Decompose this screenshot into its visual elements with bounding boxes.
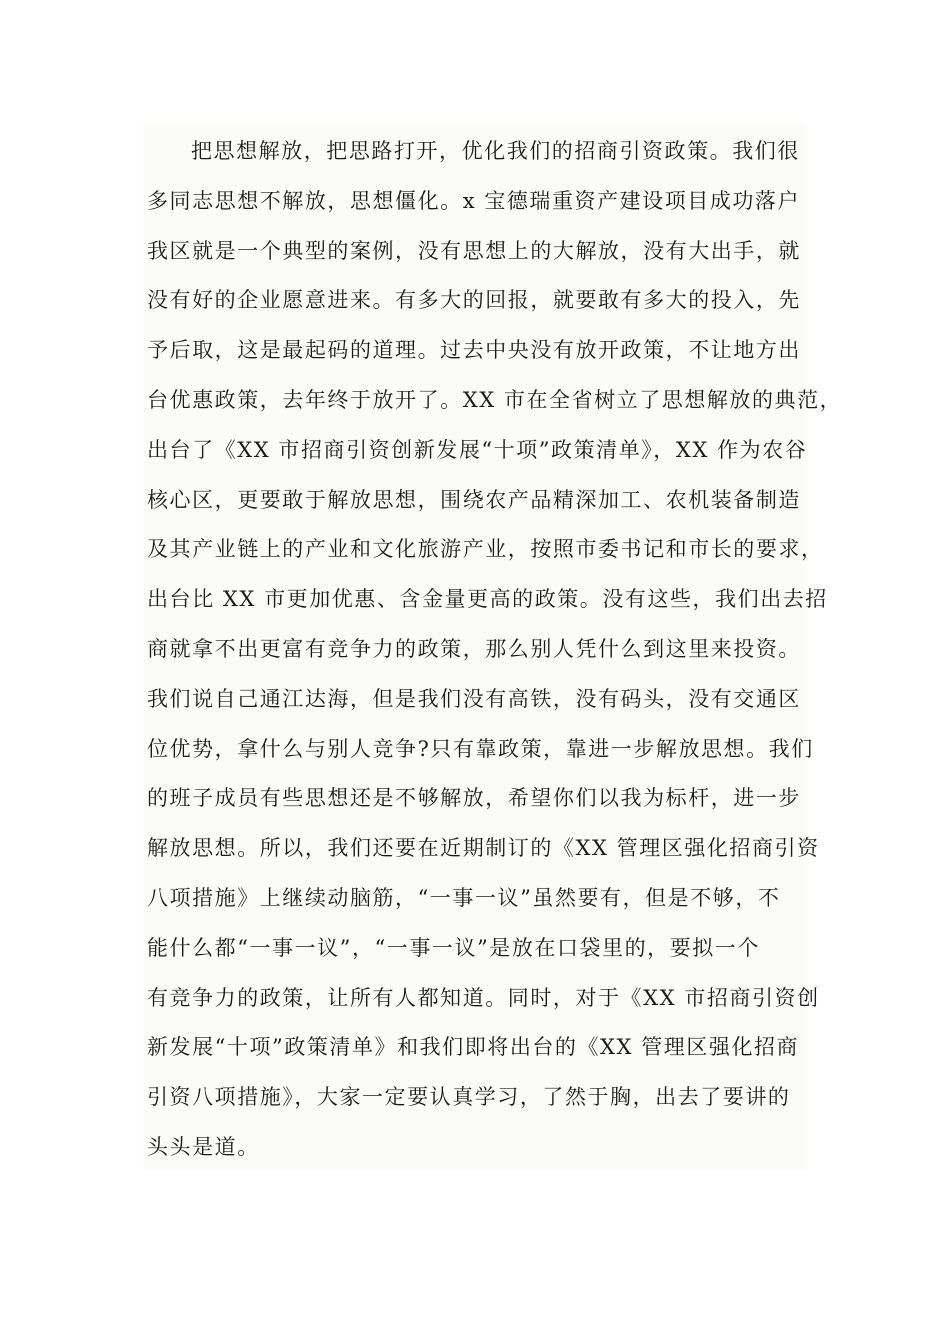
text-line: 能什么都“一事一议”，“一事一议”是放在口袋里的，要拟一个: [147, 935, 760, 960]
text-line: 出台比 XX 市更加优惠、含金量更高的政策。没有这些，我们出去招: [147, 587, 828, 612]
text-line: 核心区，更要敢于解放思想，围绕农产品精深加工、农机装备制造: [147, 487, 801, 512]
text-line: 没有好的企业愿意进来。有多大的回报，就要敢有多大的投入，先: [147, 288, 801, 313]
text-line: 引资八项措施》，大家一定要认真学习，了然于胸，出去了要讲的: [147, 1085, 791, 1110]
text-line: 台优惠政策，去年终于放开了。XX 市在全省树立了思想解放的典范，: [147, 387, 843, 412]
text-line: 的班子成员有些思想还是不够解放，希望你们以我为标杆，进一步: [147, 786, 801, 811]
text-line: 及其产业链上的产业和文化旅游产业，按照市委书记和市长的要求，: [147, 537, 824, 562]
text-line: 解放思想。所以，我们还要在近期制订的《XX 管理区强化招商引资: [147, 836, 820, 861]
text-line: 头头是道。: [147, 1134, 260, 1159]
text-line: 位优势，拿什么与别人竞争?只有靠政策，靠进一步解放思想。我们: [147, 736, 814, 761]
text-line: 把思想解放，把思路打开，优化我们的招商引资政策。我们很: [191, 139, 800, 163]
text-line: 我区就是一个典型的案例，没有思想上的大解放，没有大出手，就: [147, 238, 801, 263]
text-line: 新发展“十项”政策清单》和我们即将出台的《XX 管理区强化招商: [147, 1035, 800, 1060]
text-line: 我们说自己通江达海，但是我们没有高铁，没有码头，没有交通区: [147, 686, 801, 711]
text-line: 予后取，这是最起码的道理。过去中央没有放开政策，不让地方出: [147, 338, 801, 363]
text-line: 多同志思想不解放，思想僵化。x 宝德瑞重资产建设项目成功落户: [147, 188, 801, 213]
text-line: 出台了《XX 市招商引资创新发展“十项”政策清单》，XX 作为农谷: [147, 437, 808, 462]
text-line: 商就拿不出更富有竞争力的政策，那么别人凭什么到这里来投资。: [147, 636, 801, 661]
text-line: 有竞争力的政策，让所有人都知道。同时，对于《XX 市招商引资创: [147, 985, 820, 1010]
text-line: 八项措施》上继续动脑筋，“一事一议”虽然要有，但是不够，不: [147, 885, 781, 910]
paragraph: [143, 124, 843, 1170]
